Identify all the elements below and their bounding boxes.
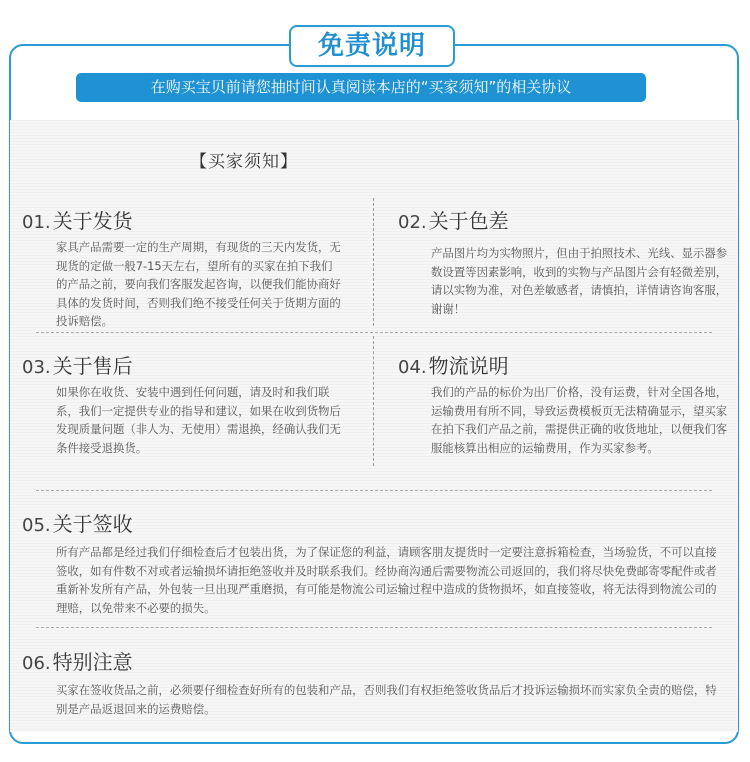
section-logistics (398, 350, 728, 457)
section-body: 买家在签收货品之前，必须要仔细检查好所有的包装和产品，否则我们有权拒绝签收货品后才投诉运输损坏而实家负全责的赔偿，特别是产品返退回来的运费赔偿。 (56, 683, 717, 716)
section-heading (398, 205, 728, 234)
section-body: 产品图片均为实物照片，但由于拍照技术、光线、显示器参数设置等因素影响，收到的实物与产品图片会有轻微差别，请以实物为准，对色差敏感者，请慎拍，详情请咨询客服，谢谢！ (431, 246, 728, 316)
section-number: 05. (22, 515, 51, 536)
section-heading (22, 646, 720, 675)
section-body: 我们的产品的标价为出厂价格，没有运费，针对全国各地，运输费用有所不同，导致运费模板页无法精确显示，望买家在拍下我们产品之前，需提供正确的收货地址，以便我们客服能核算出相应的运输费用，作为买家参考。 (431, 385, 728, 455)
section-number: 01. (22, 212, 51, 233)
section-number: 03. (22, 357, 51, 378)
section-heading (398, 350, 728, 379)
section-number: 06. (22, 653, 51, 674)
section-title: 关于色差 (428, 209, 509, 233)
notice-banner: 在购买宝贝前请您抽时间认真阅读本店的“买家须知”的相关协议 (76, 73, 646, 102)
section-number: 02. (398, 212, 427, 233)
section-number: 04. (398, 357, 427, 378)
section-shipping (22, 205, 342, 331)
divider-vertical (373, 336, 374, 466)
divider-horizontal (36, 490, 712, 491)
section-after-sales (22, 350, 342, 457)
buyer-notice-heading: 【买家须知】 (190, 152, 298, 172)
section-title: 关于售后 (52, 354, 133, 378)
section-body: 家具产品需要一定的生产周期，有现货的三天内发货，无现货的定做一般7-15天左右，望所有的买家在拍下我们的产品之前，要向我们客服发起咨询，以便我们能协商好具体的发货时间，否则我们绝不接受任何关于货期方面的投诉赔偿。 (56, 240, 341, 328)
section-special-note (22, 646, 720, 718)
section-color-difference (398, 205, 728, 318)
page-title: 免责说明 (289, 25, 455, 67)
section-signing (22, 508, 720, 617)
section-heading (22, 350, 342, 379)
section-heading (22, 508, 720, 537)
section-heading (22, 205, 342, 234)
section-title: 特别注意 (52, 650, 133, 674)
section-body: 如果你在收货、安装中遇到任何问题，请及时和我们联系，我们一定提供专业的指导和建议，如果在收到货物后发现质量问题（非人为、无使用）需退换，经确认我们无条件接受退换货。 (56, 385, 341, 455)
section-title: 关于发货 (52, 209, 133, 233)
section-title: 物流说明 (428, 354, 509, 378)
section-title: 关于签收 (52, 512, 133, 536)
section-body: 所有产品都是经过我们仔细检查后才包装出货，为了保证您的利益，请顾客朋友提货时一定要注意拆箱检查，当场验货，不可以直接签收，如有件数不对或者运输损坏请拒绝签收并及时联系我们。经协商沟通后需要物流公司返回的，我们将尽快免费邮寄零配件或者重新补发所有产品，外包装一旦出现严重磨损，有可能是物流公司运输过程中造成的货物损坏，如直接签收，将无法得到物流公司的理赔，以免带来不必要的损失。 (56, 545, 717, 615)
divider-horizontal (36, 332, 712, 333)
divider-horizontal (36, 627, 712, 628)
divider-vertical (373, 198, 374, 326)
